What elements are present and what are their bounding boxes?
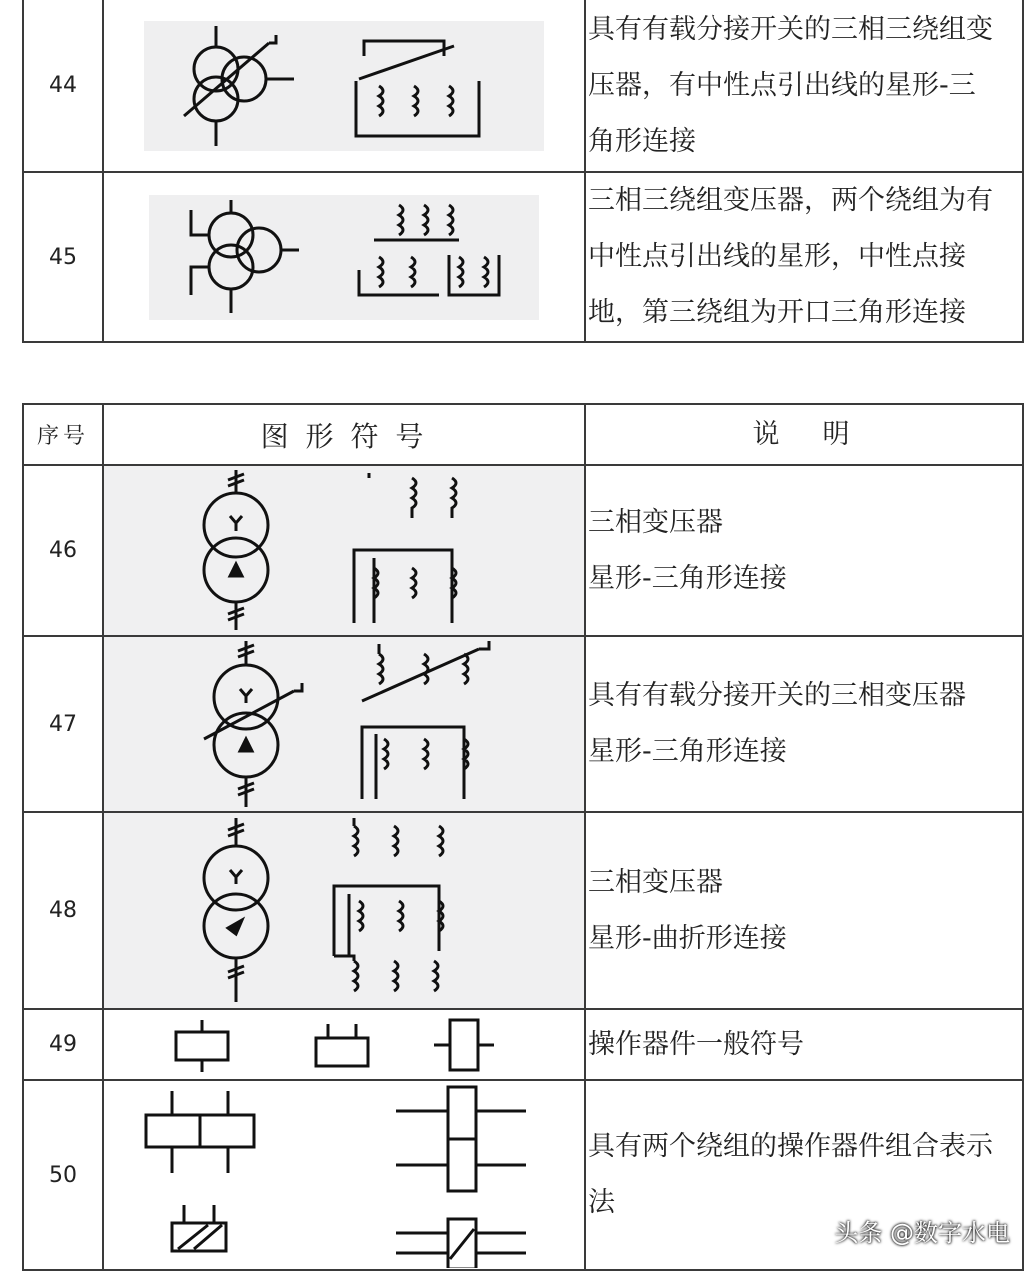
description-cell: [585, 172, 1023, 342]
table-row: [23, 0, 1023, 172]
header-symbol: 图 形 符 号: [103, 404, 585, 465]
transformer-3w-open-delta-symbol: [149, 195, 539, 320]
row-number: 45: [23, 172, 103, 342]
description-cell: [585, 636, 1023, 812]
symbol-cell: [103, 636, 585, 812]
transformer-star-zigzag-symbol: [194, 816, 494, 1006]
row-number: 49: [23, 1009, 103, 1080]
description-line: 地，第三绕组为开口三角形连接: [588, 297, 966, 328]
table-top: [22, 0, 1024, 343]
row-number: 44: [23, 0, 103, 172]
operating-device-symbol: [144, 1014, 544, 1076]
description-line: 具有有载分接开关的三相三绕组变: [588, 13, 993, 45]
table-row: [23, 172, 1023, 342]
table-main: [22, 403, 1024, 1271]
description-line: 操作器件一般符号: [588, 1028, 804, 1060]
symbol-cell: [103, 1009, 585, 1080]
description-cell: [585, 0, 1023, 172]
row-number: 46: [23, 465, 103, 636]
header-desc: 说 明: [585, 404, 1023, 465]
description-line: 压器，有中性点引出线的星形-三: [588, 69, 976, 101]
row-number: 48: [23, 812, 103, 1009]
description-cell: [585, 1009, 1023, 1080]
table-row: [23, 812, 1023, 1009]
table-header: [23, 404, 1023, 465]
symbol-cell: [103, 172, 585, 342]
transformer-star-delta-tapchanger-symbol: [184, 639, 504, 809]
dual-winding-operating-device-symbol: [144, 1083, 544, 1268]
description-line: 中性点引出线的星形，中性点接: [588, 241, 966, 272]
transformer-3w-tapchanger-symbol: [144, 21, 544, 151]
description-line: 三相变压器: [588, 866, 723, 898]
table-row: [23, 1009, 1023, 1080]
description-line: 法: [588, 1187, 615, 1218]
description-line: 角形连接: [588, 125, 696, 157]
row-number: 50: [23, 1080, 103, 1270]
symbol-cell: [103, 465, 585, 636]
description-line: 星形-三角形连接: [588, 736, 787, 767]
row-number: 47: [23, 636, 103, 812]
symbol-cell: [103, 812, 585, 1009]
symbol-cell: [103, 1080, 585, 1270]
description-line: 三相三绕组变压器，两个绕组为有: [588, 185, 993, 216]
description-line: 具有有载分接开关的三相变压器: [588, 680, 966, 711]
watermark: 头条 @数字水电: [834, 1219, 1010, 1247]
description-line: 具有两个绕组的操作器件组合表示: [588, 1131, 993, 1162]
description-line: 星形-三角形连接: [588, 562, 787, 594]
table-row: [23, 465, 1023, 636]
description-line: 三相变压器: [588, 506, 723, 538]
description-cell: [585, 465, 1023, 636]
header-num: 序号: [23, 404, 103, 465]
transformer-star-delta-symbol: [194, 468, 494, 633]
description-cell: [585, 812, 1023, 1009]
symbol-cell: [103, 0, 585, 172]
description-line: 星形-曲折形连接: [588, 922, 787, 954]
table-row: [23, 636, 1023, 812]
